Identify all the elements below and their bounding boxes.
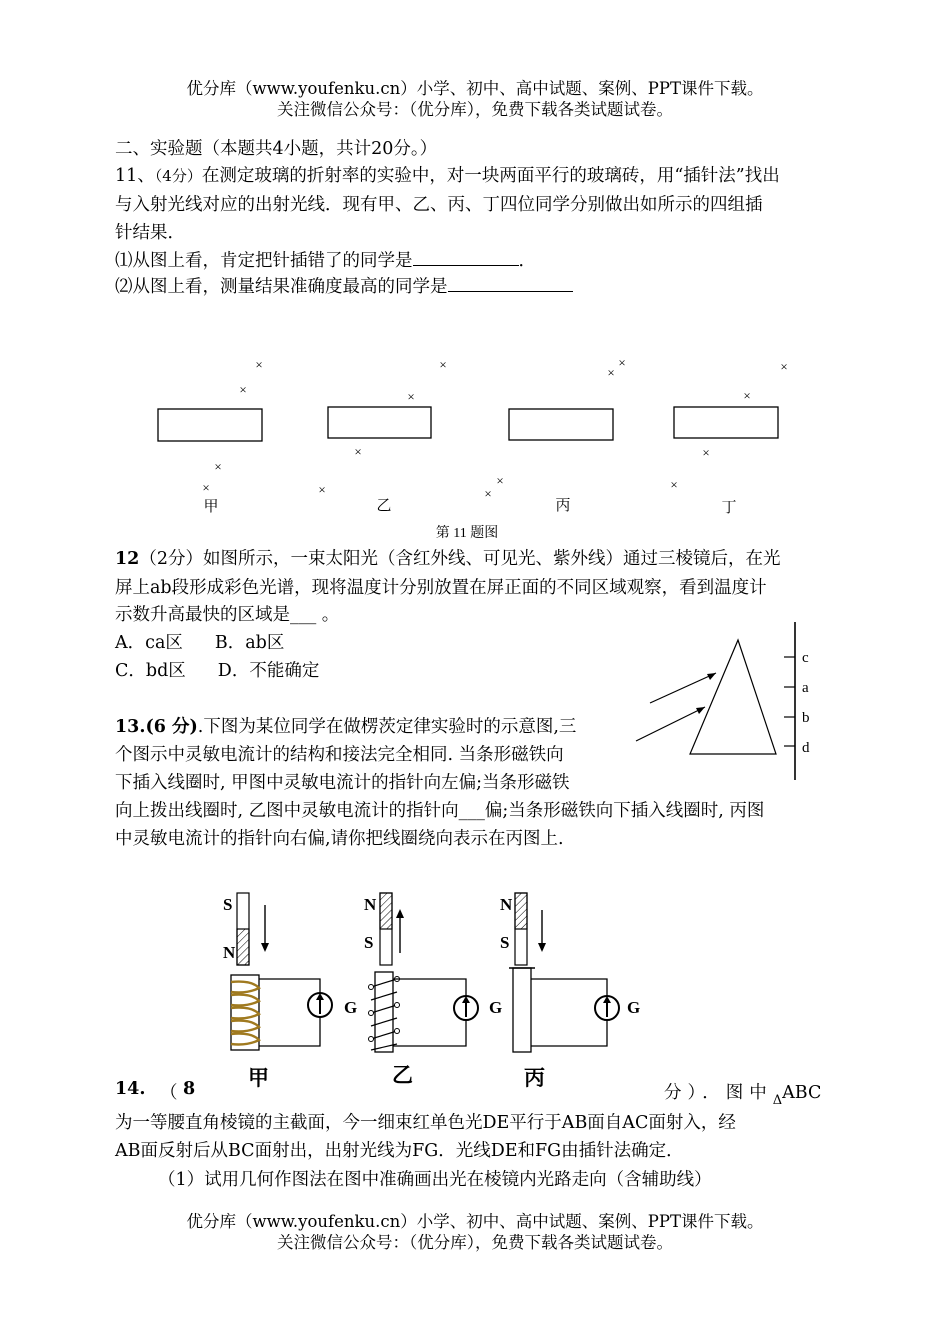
arrow-down-icon	[261, 943, 269, 952]
arrow-down-icon	[538, 943, 546, 952]
q12-option-b: B．ab区	[214, 633, 285, 653]
q14-score-tail: 分）．图中$_\Delta$ABC	[664, 1083, 822, 1108]
pin-mark: ×	[484, 486, 492, 501]
screen-label-c: c	[802, 650, 809, 666]
q12-option-c: C．bd区	[115, 661, 186, 681]
q13-line-4: 向上拨出线圈时, 乙图中灵敏电流计的指针向___偏;当条形磁铁向下插入线圈时, 丙图	[115, 801, 765, 821]
q13-head: 13.(6 分)	[115, 717, 198, 737]
pin-mark: ×	[202, 480, 210, 495]
q11-line-2: 与入射光线对应的出射光线．现有甲、乙、丙、丁四位同学分别做出如所示的四组插	[115, 195, 763, 215]
coil-tube	[513, 968, 531, 1052]
pin-mark: ×	[780, 359, 788, 374]
magnet-pole-label: S	[500, 933, 510, 952]
q13-line-2: 个图示中灵敏电流计的结构和接法完全相同. 当条形磁铁向	[115, 745, 564, 765]
pin-mark: ×	[354, 444, 362, 459]
pin-mark: ×	[496, 473, 504, 488]
panel-label-jia: 甲	[248, 1066, 269, 1090]
pin-mark: ×	[702, 445, 710, 460]
figure-label-bing: 丙	[555, 498, 571, 514]
q14-number: 14.	[115, 1079, 146, 1099]
pin-mark: ×	[439, 357, 447, 372]
q14-line-2: 为一等腰直角棱镜的主截面，今一细束红单色光DE平行于AB面自AC面射入，经	[115, 1113, 736, 1133]
galvanometer-label: G	[627, 998, 641, 1017]
q11-line-3: 针结果．	[115, 223, 185, 243]
pin-mark: ×	[618, 355, 626, 370]
coil-tube	[231, 975, 259, 1050]
magnet-pole-label: N	[500, 895, 513, 914]
panel-bing	[509, 893, 619, 1052]
pin-mark: ×	[407, 389, 415, 404]
screen-label-b: b	[802, 710, 810, 726]
triangle-symbol: Δ	[772, 1093, 783, 1108]
q13-text-1: .下图为某位同学在做楞茨定律实验时的示意图,三	[197, 717, 577, 737]
screen-label-d: d	[802, 740, 810, 756]
header-line-1: 优分库（www.youfenku.cn）小学、初中、高中试题、案例、PPT课件下载。	[186, 79, 764, 98]
q11-score: （4分）	[154, 167, 202, 185]
galvanometer-label: G	[489, 998, 503, 1017]
pin-mark: ×	[743, 388, 751, 403]
q14-line-3: AB面反射后从BC面射出，出射光线为FG．光线DE和FG由插针法确定．	[115, 1141, 684, 1161]
coil-tube	[375, 972, 393, 1052]
q14-score-number: 8	[183, 1079, 196, 1099]
q14-sub-1: （1）试用几何作图法在图中准确画出光在棱镜内光路走向（含辅助线）	[158, 1170, 712, 1190]
section-title: 二、实验题（本题共4小题，共计20分。）	[115, 139, 438, 159]
screen-label-a: a	[802, 680, 809, 696]
pin-mark: ×	[670, 477, 678, 492]
pin-mark: ×	[607, 365, 615, 380]
galvanometer-label: G	[344, 998, 358, 1017]
q12-text-1: 如图所示，一束太阳光（含红外线、可见光、紫外线）通过三棱镜后，在光	[203, 549, 781, 569]
magnet-hatched-half	[515, 893, 527, 929]
q12-option-d: D．不能确定	[217, 661, 320, 681]
panel-label-bing: 丙	[524, 1066, 545, 1090]
q11-sub2-text: ⑵从图上看，测量结果准确度最高的同学是	[115, 277, 448, 297]
panel-jia	[231, 893, 332, 1050]
q12-line-3: 示数升高最快的区域是___ 。	[115, 605, 340, 625]
q13-line-3: 下插入线圈时, 甲图中灵敏电流计的指针向左偏;当条形磁铁	[115, 773, 570, 793]
magnet-hatched-half	[237, 929, 249, 965]
header-line-2: 关注微信公众号：（优分库），免费下载各类试题试卷。	[277, 100, 673, 119]
magnet-pole-label: N	[364, 895, 377, 914]
pin-mark: ×	[239, 382, 247, 397]
footer-line-2: 关注微信公众号：（优分库），免费下载各类试题试卷。	[277, 1233, 673, 1252]
magnet-pole-label: S	[364, 933, 374, 952]
q12-score: （2分）	[139, 549, 203, 569]
q11-sub1-text: ⑴从图上看，肯定把针插错了的同学是	[115, 251, 413, 271]
magnet-pole-label: N	[223, 943, 236, 962]
q11-text-1: 在测定玻璃的折射率的实验中，对一块两面平行的玻璃砖，用“插针法”找出	[201, 166, 780, 186]
q13-line-5: 中灵敏电流计的指针向右偏,请你把线圈绕向表示在丙图上.	[115, 829, 564, 849]
magnet-hatched-half	[380, 893, 392, 929]
q14-paren-open: （	[160, 1083, 178, 1103]
q12-option-a: A．ca区	[115, 633, 183, 653]
pin-mark: ×	[318, 482, 326, 497]
q12-number: 12	[115, 549, 140, 569]
panel-yi	[369, 893, 479, 1052]
figure-caption: 第 11 题图	[435, 526, 499, 541]
pin-mark: ×	[214, 459, 222, 474]
magnet-pole-label: S	[223, 895, 233, 914]
pin-mark: ×	[255, 357, 263, 372]
figure-label-yi: 乙	[376, 498, 392, 514]
q11-number: 11、	[115, 166, 155, 186]
arrow-up-icon	[396, 909, 404, 918]
panel-label-yi: 乙	[392, 1063, 413, 1087]
figure-label-jia: 甲	[203, 499, 219, 515]
footer-line-1: 优分库（www.youfenku.cn）小学、初中、高中试题、案例、PPT课件下载。	[186, 1212, 764, 1231]
figure-label-ding: 丁	[721, 500, 737, 516]
q11-sub1-end: ．	[518, 251, 536, 271]
q12-line-2: 屏上ab段形成彩色光谱，现将温度计分别放置在屏正面的不同区域观察，看到温度计	[115, 578, 767, 598]
